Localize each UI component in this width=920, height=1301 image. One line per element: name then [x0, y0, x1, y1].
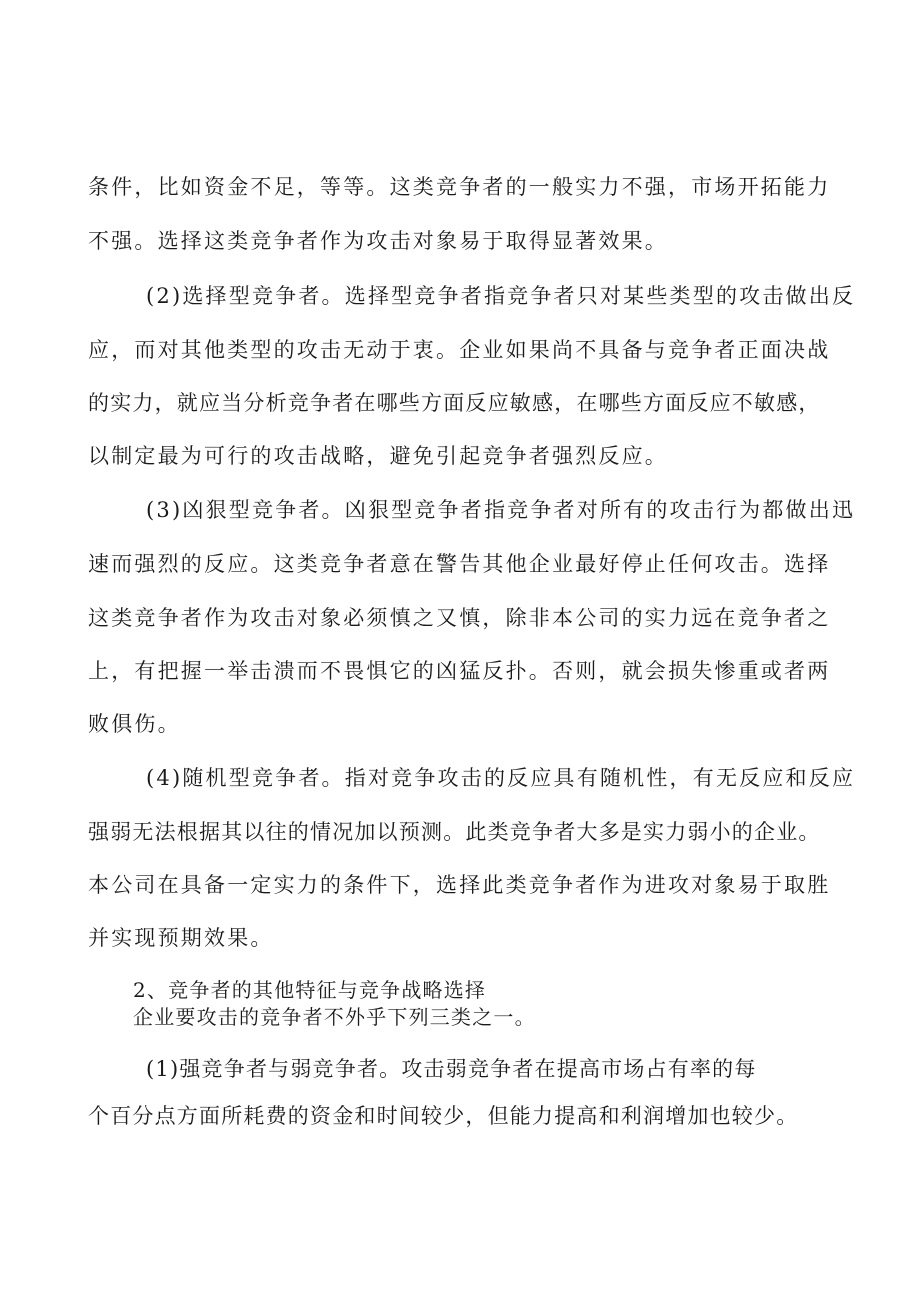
- text-line: (4)随机型竞争者。指对竞争攻击的反应具有随机性，有无反应和反应: [146, 766, 856, 790]
- text-line: (3)凶狠型竞争者。凶狠型竞争者指竞争者对所有的攻击行为都做出迅: [146, 498, 856, 522]
- text-line: 不强。选择这类竞争者作为攻击对象易于取得显著效果。: [88, 229, 668, 253]
- text-line: 个百分点方面所耗费的资金和时间较少，但能力提高和利润增加也较少。: [88, 1104, 799, 1128]
- text-line: 速而强烈的反应。这类竞争者意在警告其他企业最好停止任何攻击。选择: [88, 552, 831, 576]
- text-line: (1)强竞争者与弱竞争者。攻击弱竞争者在提高市场占有率的每: [146, 1057, 757, 1081]
- text-line: 并实现预期效果。: [88, 926, 274, 950]
- text-line: 条件，比如资金不足，等等。这类竞争者的一般实力不强，市场开拓能力: [88, 175, 831, 199]
- text-line: 强弱无法根据其以往的情况加以预测。此类竞争者大多是实力弱小的企业。: [88, 820, 821, 844]
- section-intro: 企业要攻击的竞争者不外乎下列三类之一。: [133, 1005, 536, 1029]
- section-heading: 2、竞争者的其他特征与竞争战略选择: [133, 978, 487, 1002]
- text-line: 应，而对其他类型的攻击无动于衷。企业如果尚不具备与竞争者正面决战: [88, 338, 831, 362]
- text-line: 本公司在具备一定实力的条件下，选择此类竞争者作为进攻对象易于取胜: [88, 873, 831, 897]
- text-line: (2)选择型竞争者。选择型竞争者指竞争者只对某些类型的攻击做出反: [146, 284, 856, 308]
- text-line: 以制定最为可行的攻击战略，避免引起竞争者强烈反应。: [88, 444, 668, 468]
- text-line: 上，有把握一举击溃而不畏惧它的凶猛反扑。否则，就会损失惨重或者两: [88, 659, 831, 683]
- text-line: 败俱伤。: [88, 712, 181, 736]
- text-line: 这类竞争者作为攻击对象必须慎之又慎，除非本公司的实力远在竞争者之: [88, 606, 831, 630]
- text-line: 的实力，就应当分析竞争者在哪些方面反应敏感，在哪些方面反应不敏感，: [88, 391, 821, 415]
